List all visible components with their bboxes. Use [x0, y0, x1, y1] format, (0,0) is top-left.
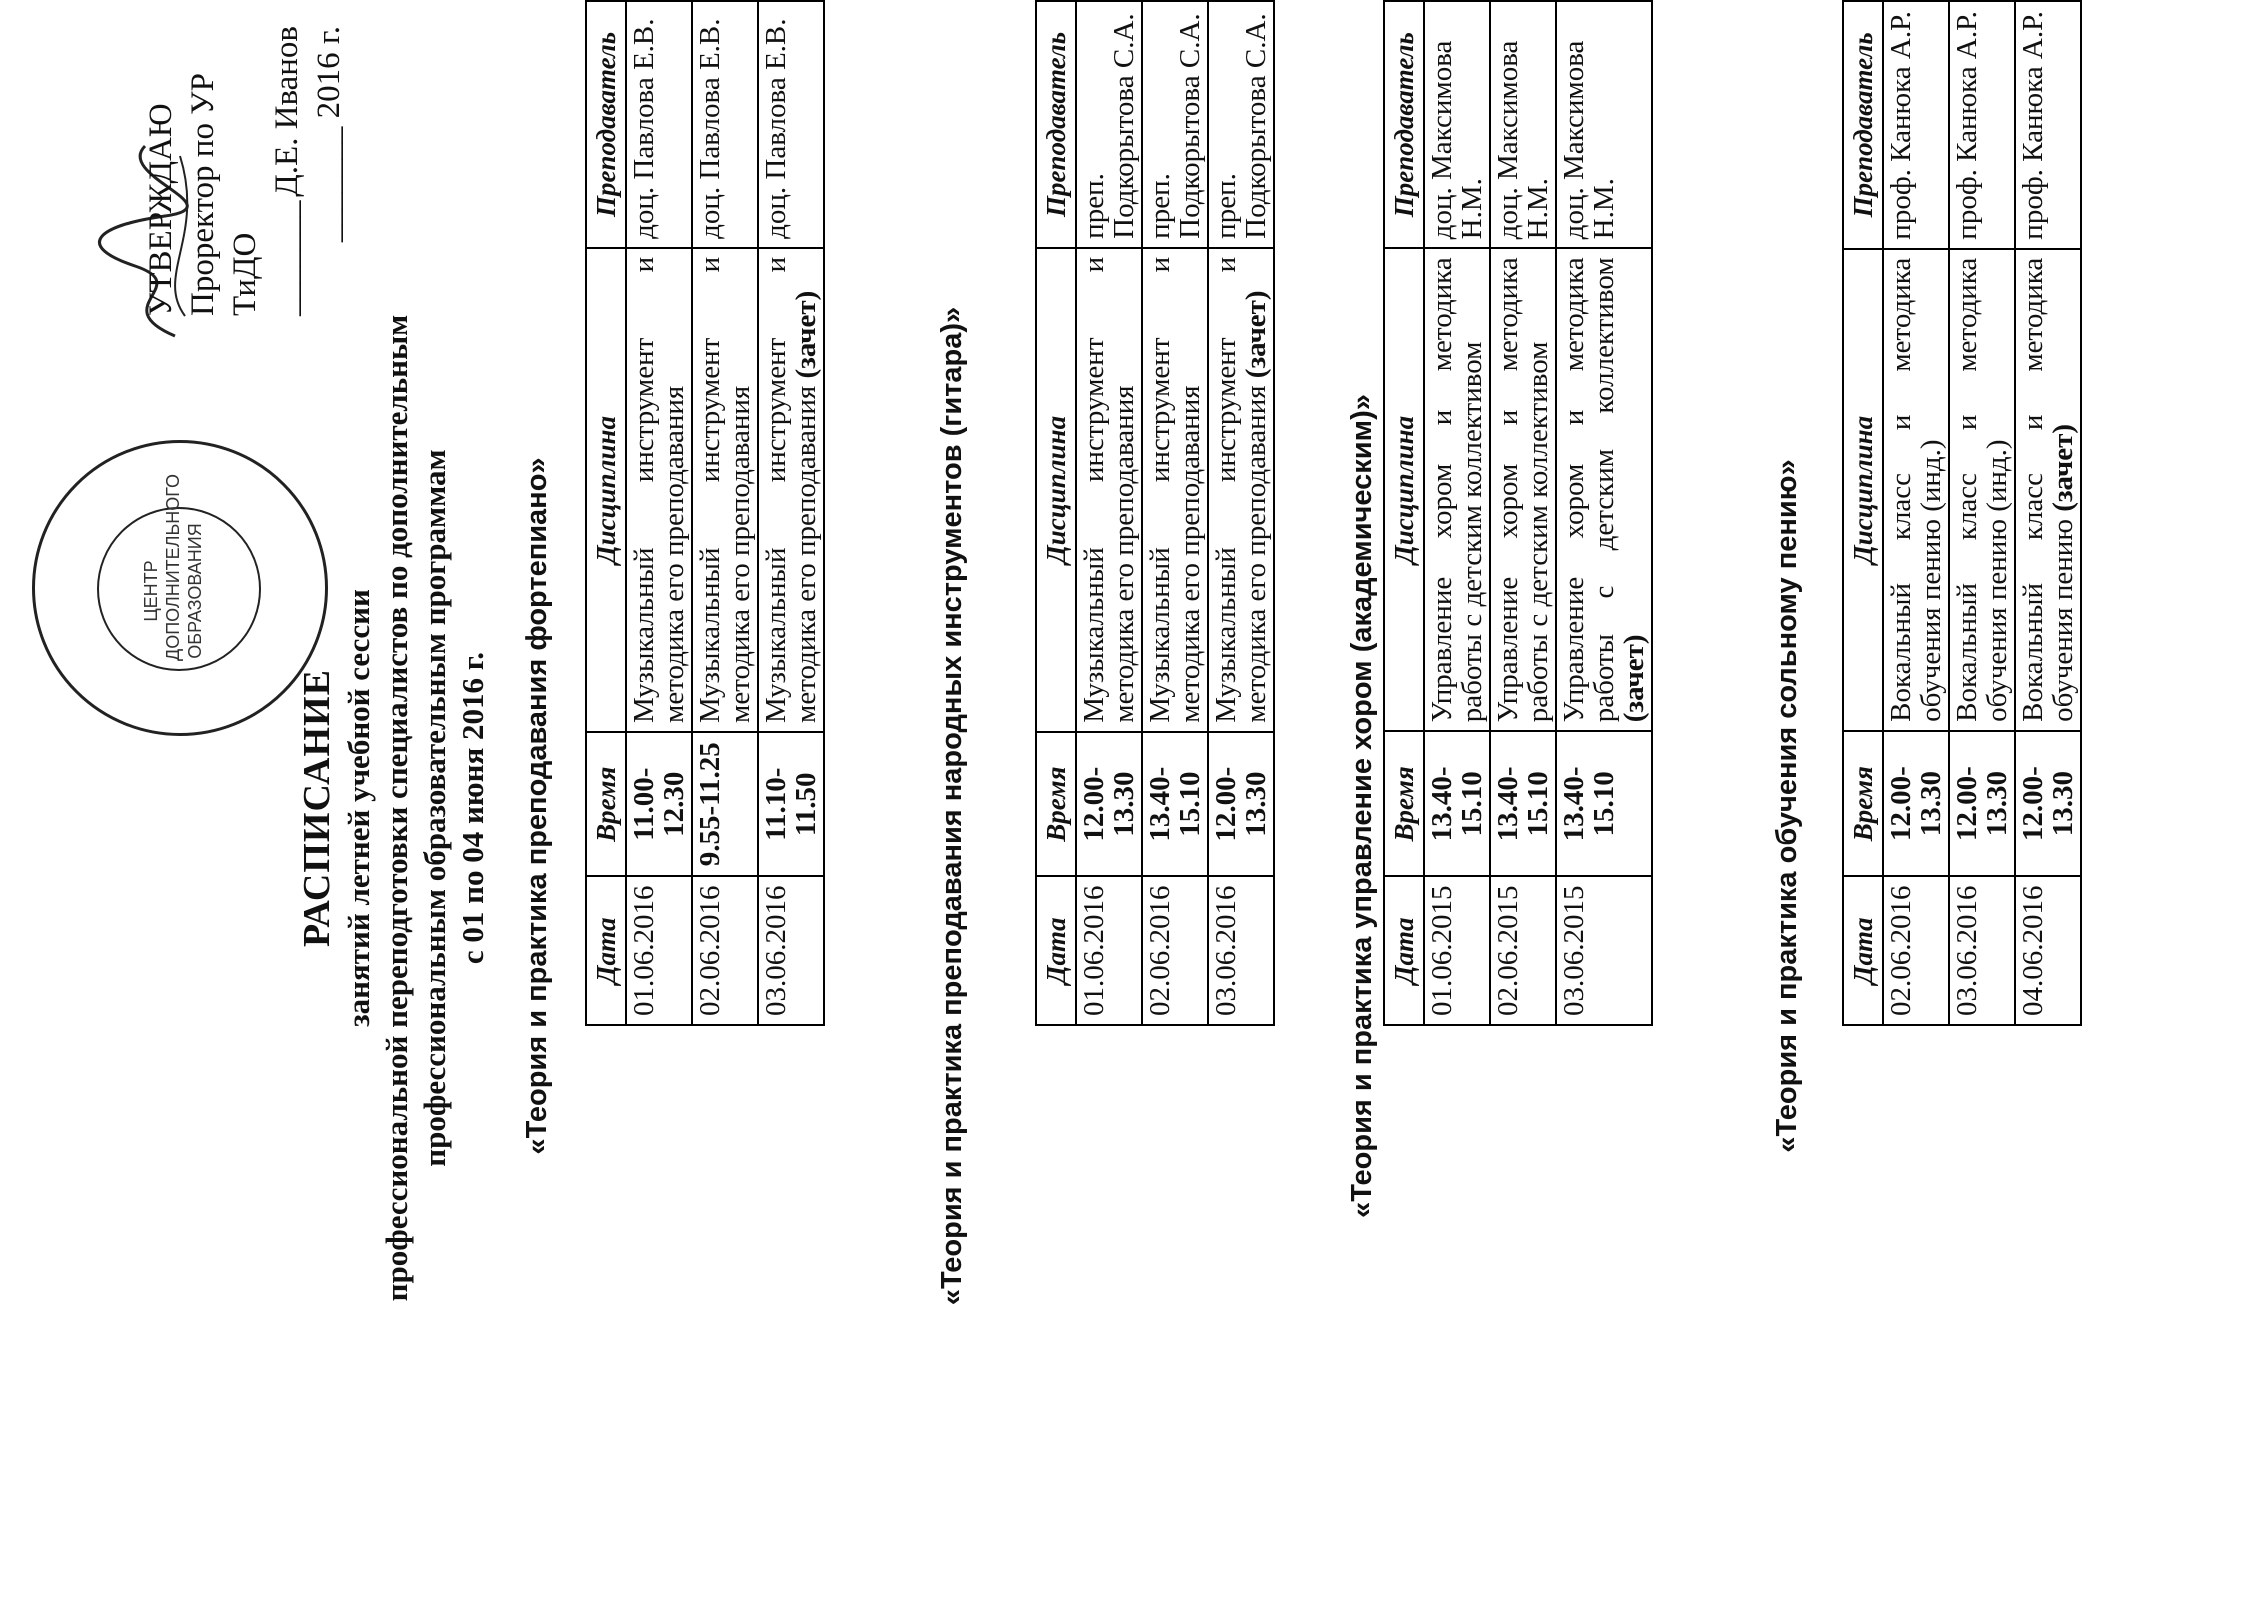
cell-date: 03.06.2016: [1949, 877, 2015, 1026]
approve-label: УТВЕРЖДАЮ: [143, 103, 179, 316]
cell-discipline: Управление хором и методика работы с детским коллективом: [1490, 248, 1556, 731]
cell-time: 12.00-13.30: [1883, 731, 1949, 877]
cell-teacher: доц. Павлова Е.В.: [692, 1, 758, 248]
credit-mark: (зачет): [1240, 290, 1272, 379]
cell-discipline: Вокальный класс и методика обучения пению (инд.): [1883, 249, 1949, 731]
col-time: Время: [586, 732, 626, 876]
approval-block: УТВЕРЖДАЮ Проректор по УР ТиДО _______ Д.Е. Иванов _______ 2016 г.: [140, 26, 350, 316]
cell-date: 02.06.2015: [1490, 877, 1556, 1026]
cell-teacher: проф. Канюка А.Р.: [1949, 1, 2015, 249]
col-time: Время: [1036, 732, 1076, 877]
cell-discipline: Музыкальный инструмент и методика его преподавания (зачет): [1208, 248, 1274, 732]
cell-teacher: преп. Подкорытова С.А.: [1142, 1, 1208, 248]
section-title-guitar: «Теория и практика преподавания народных инструментов (гитара)»: [936, 306, 968, 1306]
cell-teacher: проф. Канюка А.Р.: [2015, 1, 2081, 249]
cell-date: 03.06.2016: [758, 877, 824, 1026]
subtitle-line-4: с 01 по 04 июня 2016 г.: [455, 651, 490, 965]
col-teacher: Преподаватель: [586, 1, 626, 248]
table-row: [1556, 1, 1652, 1025]
cell-teacher: доц. Павлова Е.В.: [626, 1, 692, 248]
col-time: Время: [1843, 731, 1883, 877]
cell-teacher: доц. Максимова Н.М.: [1424, 1, 1490, 248]
schedule-table-guitar: [1035, 0, 1275, 1026]
col-teacher: Преподаватель: [1384, 1, 1424, 248]
col-discipline: Дисциплина: [1384, 248, 1424, 731]
cell-date: 02.06.2016: [692, 877, 758, 1026]
col-date: Дата: [1036, 877, 1076, 1026]
cell-time: 13.40-15.10: [1142, 732, 1208, 877]
schedule-table-singing: [1842, 0, 2082, 1026]
page-title: РАСПИСАНИЕ: [296, 669, 338, 947]
cell-discipline: Музыкальный инструмент и методика его преподавания: [1076, 248, 1142, 732]
cell-date: 01.06.2016: [626, 877, 692, 1026]
cell-date: 01.06.2016: [1076, 877, 1142, 1026]
cell-date: 02.06.2016: [1142, 877, 1208, 1026]
cell-discipline: Управление хором и методика работы с детским коллективом (зачет): [1556, 248, 1652, 731]
section-title-piano: «Теория и практика преподавания фортепиано»: [521, 457, 553, 1155]
table-header-row: [586, 1, 626, 1025]
col-teacher: Преподаватель: [1036, 1, 1076, 248]
cell-date: 04.06.2016: [2015, 877, 2081, 1026]
table-header-row: [1384, 1, 1424, 1025]
col-discipline: Дисциплина: [1036, 248, 1076, 732]
cell-discipline: Вокальный класс и методика обучения пению (инд.): [1949, 249, 2015, 731]
page-subtitle: [340, 0, 492, 1616]
stamp-center-text: ЦЕНТР ДОПОЛНИТЕЛЬНОГО ОБРАЗОВАНИЯ: [141, 473, 205, 661]
cell-time: 13.40-15.10: [1556, 731, 1652, 876]
table-row: [1424, 1, 1490, 1025]
section-title-solo-singing: «Теория и практика обучения сольному пению»: [1771, 459, 1803, 1153]
section-title-choir: «Теория и практика управление хором (академическим)»: [1346, 394, 1378, 1218]
cell-teacher: преп. Подкорытова С.А.: [1076, 1, 1142, 248]
cell-date: 02.06.2016: [1883, 877, 1949, 1026]
col-time: Время: [1384, 731, 1424, 876]
cell-time: 13.40-15.10: [1424, 731, 1490, 876]
col-teacher: Преподаватель: [1843, 1, 1883, 249]
col-date: Дата: [1843, 877, 1883, 1026]
cell-date: 03.06.2015: [1556, 877, 1652, 1026]
cell-teacher: преп. Подкорытова С.А.: [1208, 1, 1274, 248]
cell-discipline: Музыкальный инструмент и методика его преподавания: [692, 248, 758, 732]
cell-discipline: Музыкальный инструмент и методика его преподавания: [1142, 248, 1208, 732]
table-row: [1142, 1, 1208, 1025]
cell-time: 11.00-12.30: [626, 732, 692, 876]
table-row: [1490, 1, 1556, 1025]
cell-time: 12.00-13.30: [2015, 731, 2081, 877]
col-date: Дата: [1384, 877, 1424, 1026]
subtitle-line-3: профессиональным образовательным программам: [417, 449, 452, 1167]
table-row: [1949, 1, 2015, 1025]
table-row: [1076, 1, 1142, 1025]
table-row: [758, 1, 824, 1025]
cell-time: 12.00-13.30: [1076, 732, 1142, 877]
cell-discipline: Музыкальный инструмент и методика его преподавания (зачет): [758, 248, 824, 732]
schedule-table-piano: [585, 0, 825, 1026]
credit-mark: (зачет): [1618, 634, 1650, 723]
approval-date: 2016 г.: [311, 26, 347, 119]
cell-discipline: Вокальный класс и методика обучения пению (зачет): [2015, 249, 2081, 731]
cell-date: 01.06.2015: [1424, 877, 1490, 1026]
approver-position: Проректор по УР ТиДО: [185, 73, 263, 316]
col-discipline: Дисциплина: [1843, 249, 1883, 731]
col-discipline: Дисциплина: [586, 248, 626, 732]
cell-teacher: доц. Максимова Н.М.: [1556, 1, 1652, 248]
cell-discipline: Музыкальный инструмент и методика его преподавания: [626, 248, 692, 732]
col-date: Дата: [586, 877, 626, 1026]
cell-teacher: проф. Канюка А.Р.: [1883, 1, 1949, 249]
cell-teacher: доц. Павлова Е.В.: [758, 1, 824, 248]
cell-discipline: Управление хором и методика работы с детским коллективом: [1424, 248, 1490, 731]
table-header-row: [1036, 1, 1076, 1025]
table-row: [692, 1, 758, 1025]
cell-time: 9.55-11.25: [692, 732, 758, 876]
cell-time: 12.00-13.30: [1949, 731, 2015, 877]
cell-time: 12.00-13.30: [1208, 732, 1274, 877]
approver-name: Д.Е. Иванов: [269, 26, 305, 197]
cell-time: 13.40-15.10: [1490, 731, 1556, 876]
cell-date: 03.06.2016: [1208, 877, 1274, 1026]
cell-time: 11.10-11.50: [758, 732, 824, 876]
cell-teacher: доц. Максимова Н.М.: [1490, 1, 1556, 248]
subtitle-line-2: профессиональной переподготовки специалистов по дополнительным: [379, 314, 414, 1302]
table-row: [626, 1, 692, 1025]
table-row: [1208, 1, 1274, 1025]
subtitle-line-1: занятий летней учебной сессии: [341, 589, 376, 1027]
table-row: [1883, 1, 1949, 1025]
table-header-row: [1843, 1, 1883, 1025]
schedule-table-choir: [1383, 0, 1653, 1026]
credit-mark: (зачет): [790, 290, 822, 379]
credit-mark: (зачет): [2047, 423, 2079, 512]
table-row: [2015, 1, 2081, 1025]
